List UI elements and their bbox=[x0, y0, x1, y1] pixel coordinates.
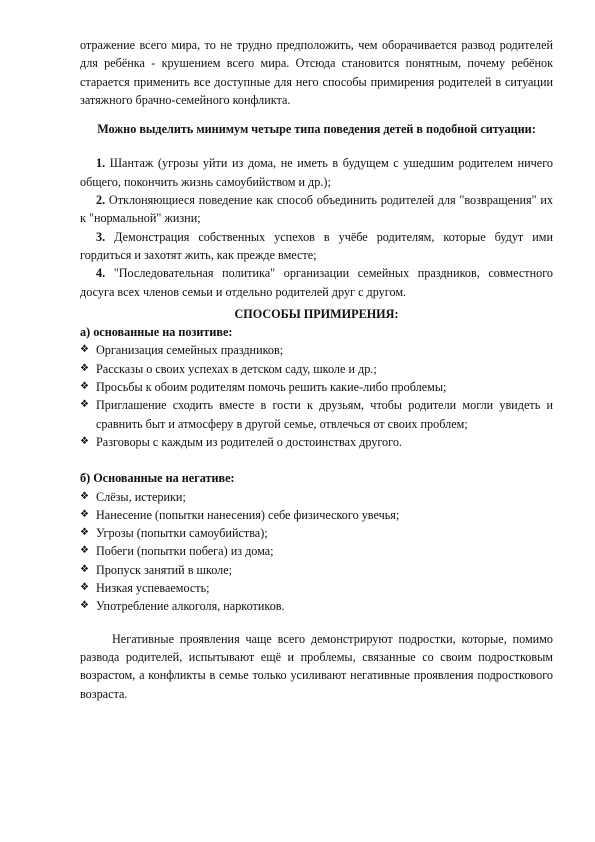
positive-subheading: а) основанные на позитиве: bbox=[80, 325, 233, 340]
list-item bbox=[80, 597, 553, 615]
diamond-bullet-icon: ❖ bbox=[80, 490, 89, 502]
intro-paragraph: отражение всего мира, то не трудно предположить, чем оборачивается развод родителей для ребёнка - крушением всего мира. Отсюда становится понятным, почему ребёнок старается применить все доступные для него способы примирения родителей в ситуации затяжного брачно-семейного конфликта. bbox=[80, 38, 553, 107]
behavior-type-item bbox=[80, 264, 553, 301]
diamond-bullet-icon: ❖ bbox=[80, 344, 89, 356]
diamond-bullet-icon: ❖ bbox=[80, 508, 89, 520]
behavior-type-item bbox=[80, 154, 553, 191]
list-item bbox=[80, 341, 553, 359]
list-item-text: Нанесение (попытки нанесения) себе физического увечья; bbox=[96, 507, 400, 522]
diamond-bullet-icon: ❖ bbox=[80, 545, 89, 557]
list-item bbox=[80, 433, 553, 451]
type-text: Шантаж (угрозы уйти из дома, не иметь в будущем с ушедшим родителем ничего общего, покончить жизнь самоубийством и др.); bbox=[80, 156, 553, 189]
behavior-types-heading: Можно выделить минимум четыре типа поведения детей в подобной ситуации: bbox=[97, 122, 536, 137]
type-number: 1. bbox=[96, 156, 106, 171]
diamond-bullet-icon: ❖ bbox=[80, 435, 89, 447]
negative-list bbox=[80, 488, 553, 616]
behavior-types-list bbox=[80, 154, 553, 300]
list-item-text: Просьбы к обоим родителям помочь решить какие-либо проблемы; bbox=[96, 380, 447, 395]
type-number: 4. bbox=[96, 266, 106, 281]
list-item-text: Пропуск занятий в школе; bbox=[96, 562, 233, 577]
list-item-text: Угрозы (попытки самоубийства); bbox=[96, 526, 268, 541]
list-item bbox=[80, 542, 553, 560]
diamond-bullet-icon: ❖ bbox=[80, 399, 89, 411]
diamond-bullet-icon: ❖ bbox=[80, 362, 89, 374]
type-number: 2. bbox=[96, 193, 106, 208]
list-item bbox=[80, 360, 553, 378]
list-item bbox=[80, 579, 553, 597]
diamond-bullet-icon: ❖ bbox=[80, 600, 89, 612]
spacer bbox=[80, 451, 553, 469]
list-item-text: Низкая успеваемость; bbox=[96, 581, 210, 596]
behavior-type-item bbox=[80, 228, 553, 265]
diamond-bullet-icon: ❖ bbox=[80, 527, 89, 539]
list-item-text: Приглашение сходить вместе в гости к друзьям, чтобы родители могли увидеть и сравнить быт и атмосферу в другой семье, отвлечься от своих проблем; bbox=[96, 398, 553, 431]
negative-subheading: б) Основанные на негативе: bbox=[80, 471, 235, 486]
type-text: Отклоняющиеся поведение как способ объединить родителей для "возвращения" их к "нормальной" жизни; bbox=[80, 193, 554, 226]
diamond-bullet-icon: ❖ bbox=[80, 381, 89, 393]
diamond-bullet-icon: ❖ bbox=[80, 582, 89, 594]
type-text: "Последовательная политика" организации семейных праздников, совместного досуга всех членов семьи и отдельно родителей друг с другом. bbox=[80, 266, 553, 299]
list-item bbox=[80, 524, 553, 542]
list-item-text: Рассказы о своих успехах в детском саду, школе и др.; bbox=[96, 361, 377, 376]
list-item bbox=[80, 561, 553, 579]
section-title: СПОСОБЫ ПРИМИРЕНИЯ: bbox=[234, 306, 399, 321]
list-item bbox=[80, 506, 553, 524]
positive-list bbox=[80, 341, 553, 451]
list-item-text: Слёзы, истерики; bbox=[96, 489, 186, 504]
closing-paragraph: Негативные проявления чаще всего демонстрируют подростки, которые, помимо развода родителей, испытывают ещё и проблемы, связанные со своим подростковым возрастом, а конфликты в семье только усиливают негативные проявления подросткового возраста. bbox=[80, 631, 553, 701]
list-item-text: Разговоры с каждым из родителей о достоинствах другого. bbox=[96, 434, 402, 449]
list-item-text: Побеги (попытки побега) из дома; bbox=[96, 544, 274, 559]
diamond-bullet-icon: ❖ bbox=[80, 563, 89, 575]
list-item-text: Организация семейных праздников; bbox=[96, 343, 284, 358]
list-item bbox=[80, 378, 553, 396]
type-text: Демонстрация собственных успехов в учёбе родителям, которые будут ими гордиться и захотят жить, как прежде вместе; bbox=[80, 229, 553, 262]
list-item-text: Употребление алкоголя, наркотиков. bbox=[96, 599, 285, 614]
list-item bbox=[80, 488, 553, 506]
list-item bbox=[80, 396, 553, 433]
behavior-type-item bbox=[80, 191, 553, 228]
type-number: 3. bbox=[96, 229, 106, 244]
